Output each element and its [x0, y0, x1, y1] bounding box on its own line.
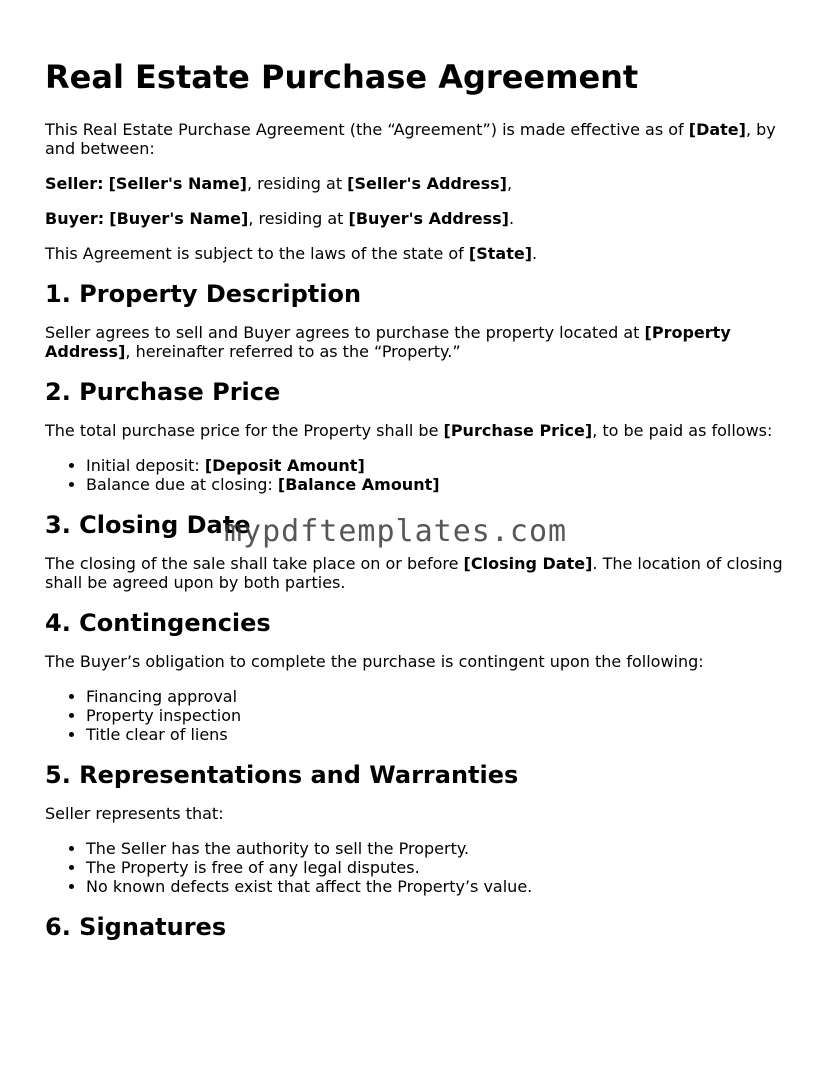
signatures-heading: 6. Signatures [45, 913, 227, 941]
intro-text-end: , by and between: [45, 120, 776, 158]
property-text-end: , hereinafter referred to as the “Property.” [125, 342, 461, 361]
law-end-punct: . [532, 244, 538, 263]
list-item: • Property inspection [86, 706, 785, 725]
seller-paragraph [45, 174, 785, 193]
seller-end-punct: , [506, 174, 513, 193]
property-heading: 1. Property Description [45, 280, 362, 308]
contingencies-list [45, 687, 785, 744]
buyer-residing-text: , residing at [248, 209, 349, 228]
seller-address-placeholder: [Seller's Address] [347, 174, 507, 193]
document-title: Real Estate Purchase Agreement [45, 58, 639, 96]
state-placeholder: [State] [468, 244, 532, 263]
law-text: This Agreement is subject to the laws of the state of [45, 244, 469, 263]
deposit-amount-placeholder: [Deposit Amount] [204, 456, 365, 475]
intro-text: This Real Estate Purchase Agreement (the “Agreement”) is made effective as of [45, 120, 689, 139]
intro-paragraph [45, 120, 785, 158]
closing-text-end: . The location of closing shall be agreed upon by both parties. [45, 554, 783, 592]
price-text-end: , to be paid as follows: [592, 421, 773, 440]
buyer-paragraph [45, 209, 785, 228]
closing-text: The closing of the sale shall take place on or before [45, 554, 464, 573]
price-text: The total purchase price for the Property shall be [45, 421, 444, 440]
buyer-address-placeholder: [Buyer's Address] [348, 209, 509, 228]
seller-name-placeholder: [Seller's Name] [108, 174, 247, 193]
warranties-paragraph: Seller represents that: [45, 804, 224, 823]
closing-heading: 3. Closing Date [45, 511, 251, 539]
property-paragraph [45, 323, 785, 361]
balance-label: Balance due at closing: [86, 475, 278, 494]
deposit-label: Initial deposit: [86, 456, 205, 475]
warranties-list [45, 839, 785, 896]
buyer-end-punct: . [508, 209, 515, 228]
watermark-text: mypdftemplates.com [224, 514, 568, 549]
property-address-placeholder: [Property Address] [45, 323, 731, 361]
list-item: • The Property is free of any legal disputes. [86, 858, 785, 877]
payment-list [45, 456, 785, 494]
price-heading: 2. Purchase Price [45, 378, 281, 406]
seller-residing-text: , residing at [247, 174, 348, 193]
contingencies-paragraph: The Buyer’s obligation to complete the purchase is contingent upon the following: [45, 652, 704, 671]
list-item: • No known defects exist that affect the Property’s value. [86, 877, 785, 896]
buyer-name-placeholder: [Buyer's Name] [109, 209, 249, 228]
seller-label: Seller: [45, 174, 104, 193]
buyer-label: Buyer: [45, 209, 105, 228]
purchase-price-placeholder: [Purchase Price] [443, 421, 593, 440]
effective-date-placeholder: [Date] [688, 120, 746, 139]
list-item: • Financing approval [86, 687, 785, 706]
closing-date-placeholder: [Closing Date] [463, 554, 593, 573]
property-text: Seller agrees to sell and Buyer agrees to purchase the property located at [45, 323, 645, 342]
contingencies-heading: 4. Contingencies [45, 609, 271, 637]
document-page [45, 58, 785, 956]
list-item: • Title clear of liens [86, 725, 785, 744]
closing-paragraph [45, 554, 785, 592]
list-item [86, 456, 785, 475]
warranties-heading: 5. Representations and Warranties [45, 761, 519, 789]
list-item: • The Seller has the authority to sell the Property. [86, 839, 785, 858]
balance-amount-placeholder: [Balance Amount] [277, 475, 440, 494]
price-paragraph [45, 421, 785, 440]
list-item [86, 475, 785, 494]
governing-law-paragraph [45, 244, 785, 263]
